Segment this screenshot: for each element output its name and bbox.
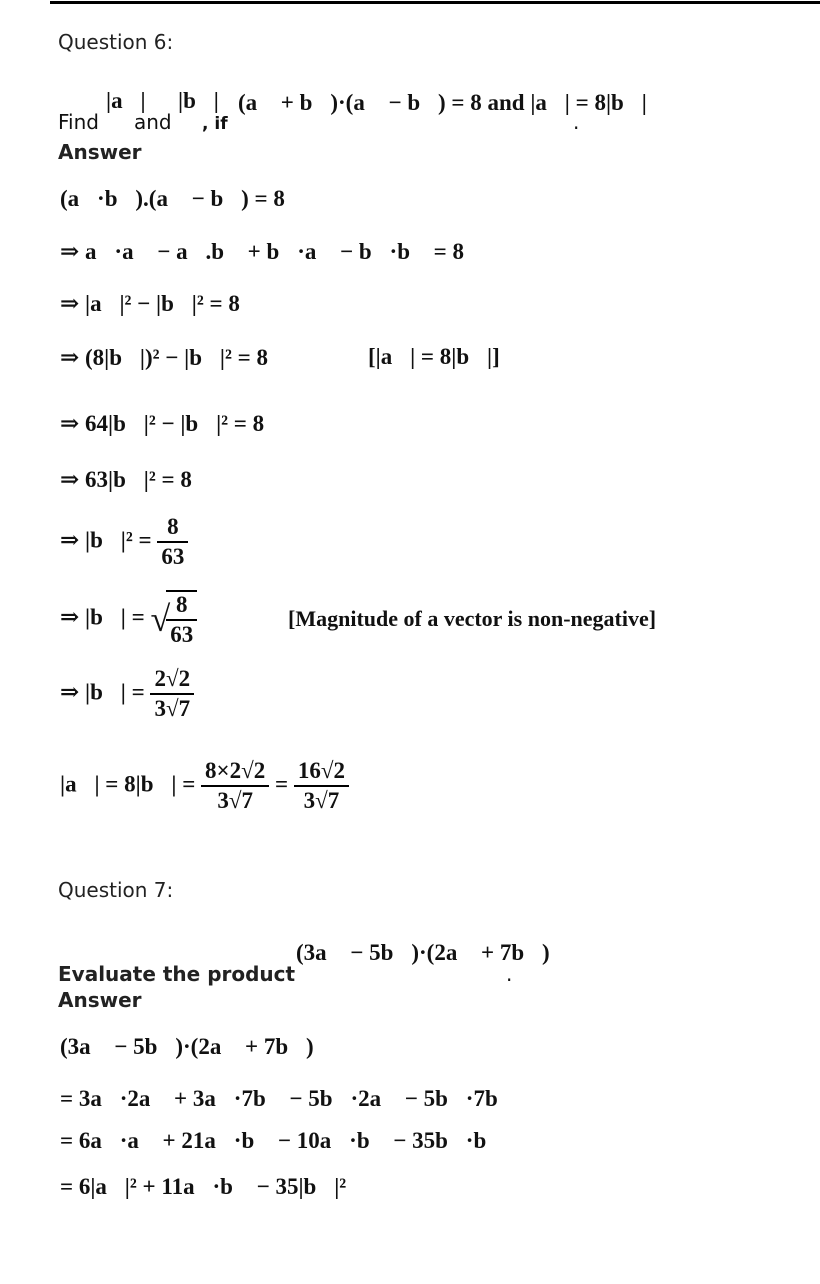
q6-final-fraction-1 [201,758,269,814]
q6-step-9-fraction [150,666,194,722]
q6-step-4: ⇒ (8|b⃗|)² − |b⃗|² = 8 [60,345,268,370]
q6-step-9 [60,666,194,722]
fraction-numerator: 8 [157,514,188,543]
q6-step-2: ⇒ a⃗·a⃗ − a⃗.b⃗ + b⃗·a⃗ − b⃗·b⃗ = 8 [60,239,464,264]
q6-step-8-note: [Magnitude of a vector is non-negative] [288,606,657,631]
fraction-denominator: 63 [161,544,185,569]
q7-step-4: = 6|a⃗|² + 11a⃗·b⃗ − 35|b⃗|² [60,1174,347,1199]
prompt-period: . [506,962,513,986]
fraction-denominator: 3√7 [154,696,191,721]
q6-step-8 [60,590,197,648]
q6-final-lhs: |a⃗| = 8|b⃗| = [60,771,196,797]
q7-step-2: = 3a⃗·2a⃗ + 3a⃗·7b⃗ − 5b⃗·2a⃗ − 5b⃗·7b⃗ [60,1086,516,1111]
fraction-numerator: 8 [166,592,197,621]
q7-step-1: (3a⃗ − 5b⃗)·(2a⃗ + 7b⃗) [60,1034,314,1059]
question-6-answer-label: Answer [58,140,142,164]
q6-step-5: ⇒ 64|b⃗|² − |b⃗|² = 8 [60,411,265,436]
q6-step-4-note: [|a⃗| = 8|b⃗|] [368,344,500,369]
square-root-sign: √ [150,599,171,639]
q6-step-7-lhs: ⇒ |b⃗|² = [60,527,152,553]
prompt-find: Find [58,110,99,134]
q6-final-equals: = [275,771,289,797]
prompt-expression: (3a⃗ − 5b⃗)·(2a⃗ + 7b⃗) [296,940,550,965]
q6-step-7 [60,514,188,570]
prompt-text: Evaluate the product [58,962,296,986]
fraction-numerator: 8×2√2 [201,758,269,787]
q6-step-7-fraction [157,514,188,570]
top-divider [50,1,820,4]
fraction-numerator: 2√2 [150,666,194,695]
q6-step-1: (a⃗·b⃗).(a⃗ − b⃗) = 8 [60,186,285,211]
q6-final-fraction-2 [294,758,349,814]
q6-step-8-lhs: ⇒ |b⃗| = [60,604,145,630]
fraction-numerator: 16√2 [294,758,349,787]
question-7-heading: Question 7: [58,878,174,902]
q6-step-3: ⇒ |a⃗|² − |b⃗|² = 8 [60,291,240,316]
question-6-heading: Question 6: [58,30,174,54]
q6-step-6: ⇒ 63|b⃗|² = 8 [60,467,192,492]
q6-final [60,758,349,814]
question-7-answer-label: Answer [58,988,142,1012]
prompt-a-magnitude: |a⃗| [106,88,146,113]
q6-step-8-fraction [166,590,197,648]
fraction-denominator: 3√7 [217,788,253,813]
fraction-denominator: 63 [170,622,194,647]
prompt-period: . [573,110,580,134]
q6-step-9-lhs: ⇒ |b⃗| = [60,679,145,705]
prompt-condition: (a⃗ + b⃗)·(a⃗ − b⃗) = 8 and |a⃗| = 8|b⃗| [238,90,647,115]
fraction-denominator: 3√7 [303,788,340,813]
q7-step-3: = 6a⃗·a⃗ + 21a⃗·b⃗ − 10a⃗·b⃗ − 35b⃗·b⃗ [60,1128,505,1153]
prompt-if: , if [202,114,228,134]
prompt-and: and [134,110,172,134]
prompt-b-magnitude: |b⃗| [178,88,219,113]
